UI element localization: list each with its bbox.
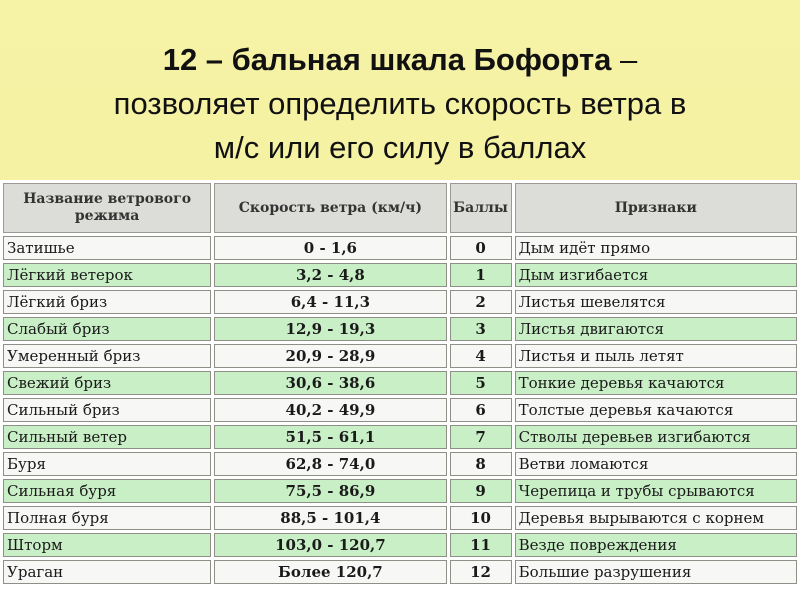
table-row — [3, 290, 797, 314]
cell-beaufort-force: 11 — [450, 533, 512, 557]
beaufort-table — [0, 180, 800, 587]
cell-signs: Дым идёт прямо — [515, 236, 797, 260]
table-row — [3, 344, 797, 368]
cell-signs: Стволы деревьев изгибаются — [515, 425, 797, 449]
cell-wind-name: Затишье — [3, 236, 211, 260]
cell-wind-name: Сильный бриз — [3, 398, 211, 422]
cell-signs: Листья двигаются — [515, 317, 797, 341]
cell-wind-name: Сильная буря — [3, 479, 211, 503]
cell-beaufort-force: 10 — [450, 506, 512, 530]
cell-signs: Толстые деревья качаются — [515, 398, 797, 422]
title-line-3: м/с или его силу в баллах — [213, 130, 587, 165]
cell-wind-speed: 20,9 - 28,9 — [214, 344, 446, 368]
cell-wind-speed: 88,5 - 101,4 — [214, 506, 446, 530]
cell-beaufort-force: 9 — [450, 479, 512, 503]
cell-wind-speed: Более 120,7 — [214, 560, 446, 584]
cell-wind-name: Буря — [3, 452, 211, 476]
cell-signs: Везде повреждения — [515, 533, 797, 557]
header-signs: Признаки — [515, 183, 797, 233]
cell-wind-name: Свежий бриз — [3, 371, 211, 395]
table-row — [3, 452, 797, 476]
table-row — [3, 398, 797, 422]
cell-beaufort-force: 7 — [450, 425, 512, 449]
cell-beaufort-force: 4 — [450, 344, 512, 368]
cell-wind-name: Полная буря — [3, 506, 211, 530]
cell-wind-name: Сильный ветер — [3, 425, 211, 449]
cell-beaufort-force: 12 — [450, 560, 512, 584]
table-row — [3, 236, 797, 260]
cell-wind-name: Лёгкий ветерок — [3, 263, 211, 287]
table-row — [3, 479, 797, 503]
cell-wind-name: Ураган — [3, 560, 211, 584]
header-speed: Скорость ветра (км/ч) — [214, 183, 446, 233]
cell-beaufort-force: 6 — [450, 398, 512, 422]
cell-wind-speed: 75,5 - 86,9 — [214, 479, 446, 503]
cell-wind-speed: 103,0 - 120,7 — [214, 533, 446, 557]
cell-signs: Деревья вырываются с корнем — [515, 506, 797, 530]
cell-wind-speed: 12,9 - 19,3 — [214, 317, 446, 341]
header-force: Баллы — [450, 183, 512, 233]
title-dash: – — [611, 42, 638, 77]
cell-signs: Листья и пыль летят — [515, 344, 797, 368]
cell-beaufort-force: 2 — [450, 290, 512, 314]
cell-wind-speed: 3,2 - 4,8 — [214, 263, 446, 287]
cell-wind-speed: 6,4 - 11,3 — [214, 290, 446, 314]
cell-beaufort-force: 5 — [450, 371, 512, 395]
cell-wind-speed: 0 - 1,6 — [214, 236, 446, 260]
cell-beaufort-force: 8 — [450, 452, 512, 476]
cell-beaufort-force: 0 — [450, 236, 512, 260]
beaufort-table-container — [0, 180, 800, 600]
title-line-2: позволяет определить скорость ветра в — [113, 86, 687, 121]
cell-signs: Листья шевелятся — [515, 290, 797, 314]
table-body — [3, 236, 797, 584]
cell-wind-speed: 51,5 - 61,1 — [214, 425, 446, 449]
title-bold: 12 – бальная шкала Бофорта — [162, 42, 612, 77]
cell-signs: Ветви ломаются — [515, 452, 797, 476]
slide-title — [0, 38, 800, 170]
table-row — [3, 425, 797, 449]
cell-wind-name: Умеренный бриз — [3, 344, 211, 368]
cell-signs: Тонкие деревья качаются — [515, 371, 797, 395]
title-line-1 — [0, 38, 800, 82]
header-name: Название ветрового режима — [3, 183, 211, 233]
cell-wind-speed: 30,6 - 38,6 — [214, 371, 446, 395]
cell-wind-speed: 40,2 - 49,9 — [214, 398, 446, 422]
cell-signs: Большие разрушения — [515, 560, 797, 584]
cell-wind-name: Лёгкий бриз — [3, 290, 211, 314]
table-row — [3, 371, 797, 395]
cell-wind-speed: 62,8 - 74,0 — [214, 452, 446, 476]
table-row — [3, 560, 797, 584]
table-row — [3, 263, 797, 287]
cell-signs: Дым изгибается — [515, 263, 797, 287]
cell-wind-name: Слабый бриз — [3, 317, 211, 341]
table-header-row — [3, 183, 797, 233]
table-row — [3, 533, 797, 557]
cell-beaufort-force: 1 — [450, 263, 512, 287]
cell-wind-name: Шторм — [3, 533, 211, 557]
cell-beaufort-force: 3 — [450, 317, 512, 341]
table-row — [3, 506, 797, 530]
table-row — [3, 317, 797, 341]
cell-signs: Черепица и трубы срываются — [515, 479, 797, 503]
